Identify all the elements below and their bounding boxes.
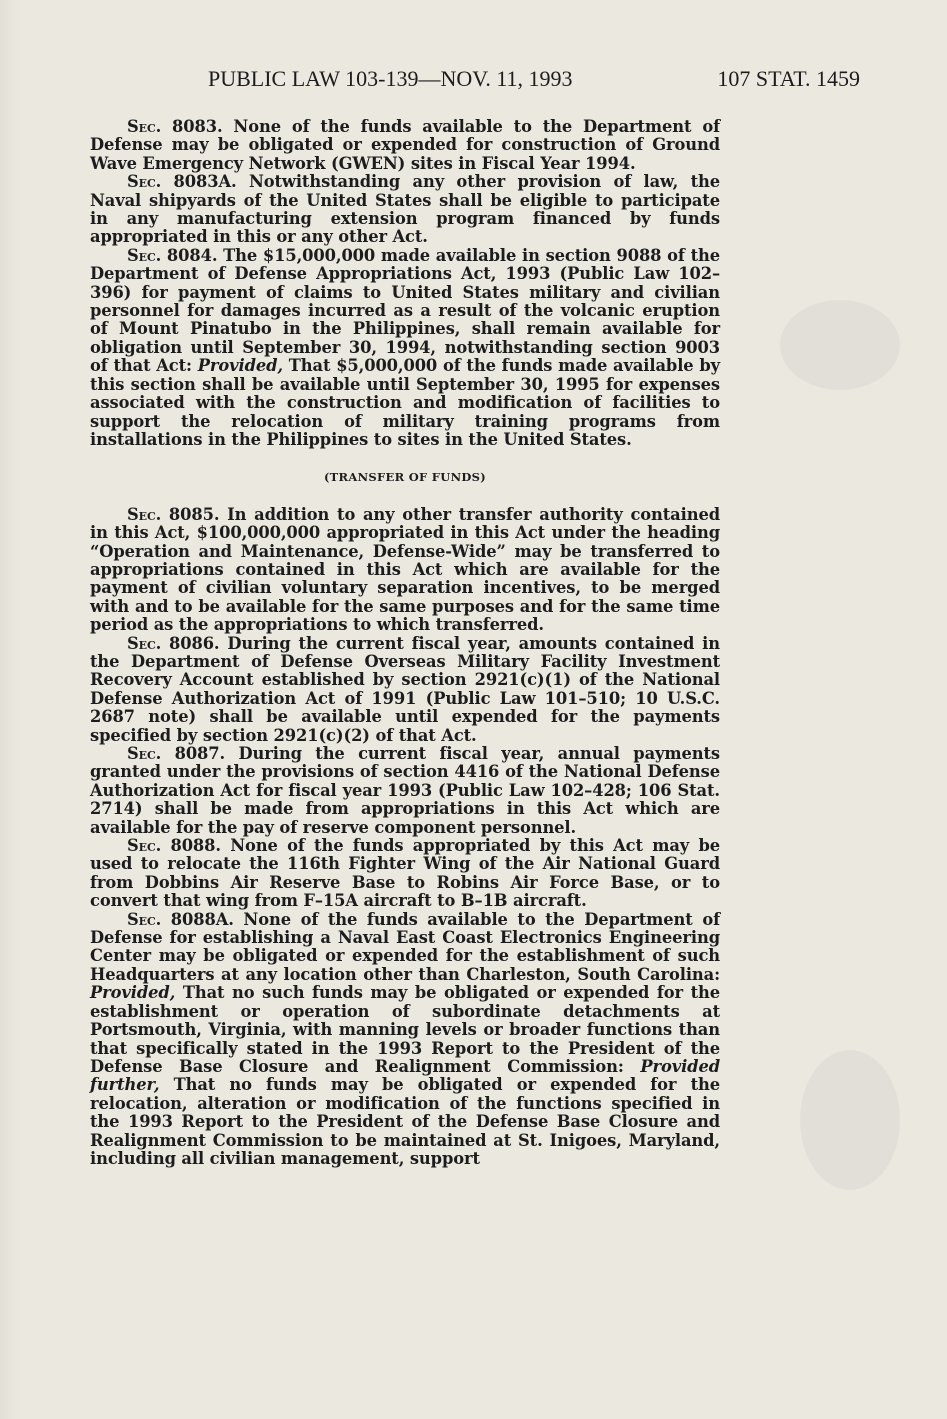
header-title: PUBLIC LAW 103-139—NOV. 11, 1993 xyxy=(208,66,573,91)
section-text: 8088A. None of the funds available to the Department of Defense for establishing a Naval East Coast Electronics Engineering Center may be obligated or expended for the establishment of such Headquarters at any location other than Charleston, South Carolina: xyxy=(90,909,720,984)
section-text-continued: That $5,000,000 of the funds made available by this section shall be available until September 30, 1995 for expenses associated with the construction and modification of facilities to support the relocation of military training programs from installations in the Philippines to sites in the United States. xyxy=(90,356,720,449)
section-text: 8085. In addition to any other transfer authority contained in this Act, $100,000,000 appropriated in this Act under the heading “Operation and Maintenance, Defense-Wide” may be transferred to appropriations contained in this Act which are available for the payment of civilian voluntary separation incentives, to be merged with and to be available for the same purposes and for the same time period as the appropriations to which transferred. xyxy=(90,504,720,635)
document-body xyxy=(90,118,720,1168)
proviso-italic: Provided, xyxy=(90,983,176,1003)
section-8084 xyxy=(90,247,720,449)
transfer-of-funds-heading: (TRANSFER OF FUNDS) xyxy=(323,470,487,485)
proviso-italic: Provided, xyxy=(197,356,283,376)
section-8085 xyxy=(90,506,720,635)
section-text-continued: That no funds may be obligated or expended for the relocation, alteration or modification of the functions specified in the 1993 Report to the President of the Defense Base Closure and Realignment Commission to be maintained at St. Inigoes, Maryland, including all civilian management, support xyxy=(90,1075,720,1168)
section-text: 8086. During the current fiscal year, amounts contained in the Department of Defense Overseas Military Facility Investment Recovery Account established by section 2921(c)(1) of the National Defense Authorization Act of 1991 (Public Law 101–510; 10 U.S.C. 2687 note) shall be available until expended for the payments specified by section 2921(c)(2) of that Act. xyxy=(90,633,720,745)
section-label: Sec. xyxy=(127,117,162,136)
section-text: 8087. During the current fiscal year, annual payments granted under the provisions of section 4416 of the National Defense Authorization Act for fiscal year 1993 (Public Law 102–428; 106 Stat. 2714) shall be made from appropriations in this Act which are available for the pay of reserve component personnel. xyxy=(90,744,720,837)
proviso-further-italic: Provided further, xyxy=(90,1056,720,1095)
section-label: Sec. xyxy=(127,245,162,265)
section-8088a xyxy=(90,911,720,1169)
page-smudge xyxy=(780,300,900,390)
section-label: Sec. xyxy=(127,504,162,524)
section-8088 xyxy=(90,837,720,911)
section-text-middle: That no such funds may be obligated or expended for the establishment or operation of subordinate detachments at Portsmouth, Virginia, with manning levels or broader functions than that specifically stated in the 1993 Report to the President of the Defense Base Closure and Realignment Commission: xyxy=(90,983,720,1076)
section-text: 8088. None of the funds appropriated by this Act may be used to relocate the 116th Fighter Wing of the Air National Guard from Dobbins Air Reserve Base to Robins Air Force Base, or to convert that wing from F–15A aircraft to B–1B aircraft. xyxy=(90,836,720,911)
section-8083 xyxy=(90,118,720,173)
section-8087 xyxy=(90,745,720,837)
page-smudge xyxy=(800,1050,900,1190)
section-label: Sec. xyxy=(127,633,162,653)
section-label: Sec. xyxy=(127,836,162,856)
section-8086 xyxy=(90,635,720,745)
section-label: Sec. xyxy=(127,172,162,192)
header-page-ref: 107 STAT. 1459 xyxy=(717,66,860,91)
section-text: 8083A. Notwithstanding any other provision of law, the Naval shipyards of the United States shall be eligible to participate in any manufacturing extension program financed by funds appropriated in this or any other Act. xyxy=(90,172,720,247)
running-header xyxy=(90,66,860,100)
section-text: 8084. The $15,000,000 made available in section 9088 of the Department of Defense Appropriations Act, 1993 (Public Law 102–396) for payment of claims to United States military and civilian personnel for damages incurred as a result of the volcanic eruption of Mount Pinatubo in the Philippines, shall remain available for obligation until September 30, 1994, notwithstanding section 9003 of that Act: xyxy=(90,245,720,376)
section-label: Sec. xyxy=(127,909,162,929)
section-label: Sec. xyxy=(127,744,162,763)
section-text: 8083. None of the funds available to the Department of Defense may be obligated or expended for construction of Ground Wave Emergency Network (GWEN) sites in Fiscal Year 1994. xyxy=(90,117,720,173)
section-8083a xyxy=(90,173,720,247)
